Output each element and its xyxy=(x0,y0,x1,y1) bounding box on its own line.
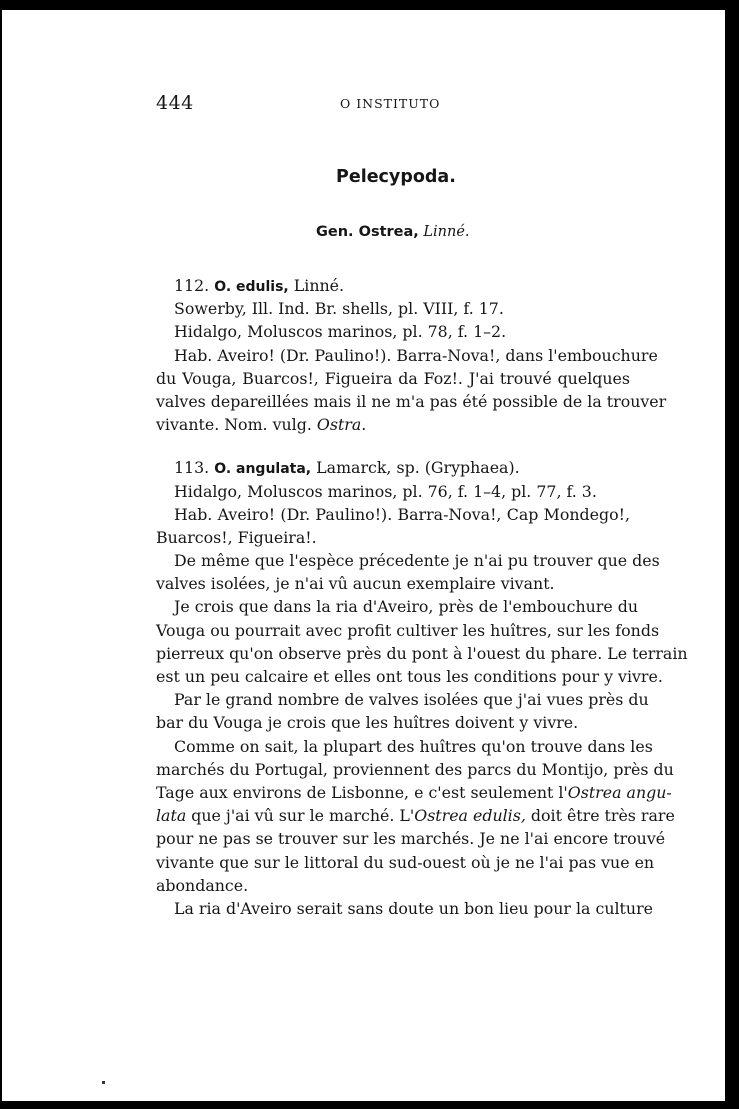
habitat-line: Hab. Aveiro! (Dr. Paulino!). Barra-Nova!, Cap Mondego!, xyxy=(174,504,630,524)
scan-border-bottom xyxy=(0,1101,739,1109)
paragraph-text: Tage aux environs de Lisbonne, e c'est seulement l' xyxy=(156,782,568,802)
reference-line: Sowerby, Ill. Ind. Br. shells, pl. VIII, f. 17. xyxy=(174,299,504,319)
paragraph-line: abondance. xyxy=(156,875,249,895)
genus-author: Linné. xyxy=(423,224,470,240)
habitat-line: valves depareillées mais il ne m'a pas été possible de la trouver xyxy=(156,391,667,411)
page-header xyxy=(156,88,630,118)
paragraph-line xyxy=(156,804,675,827)
vernacular-name: Ostra. xyxy=(316,415,367,435)
paragraph-line: bar du Vouga je crois que les huîtres doivent y vivre. xyxy=(156,713,579,733)
paragraph-line: pierreux qu'on observe près du pont à l'ouest du phare. Le terrain xyxy=(156,643,688,663)
habitat-line: Hab. Aveiro! (Dr. Paulino!). Barra-Nova!, dans l'embouchure xyxy=(174,345,658,365)
reference-line: Hidalgo, Moluscos marinos, pl. 78, f. 1–2. xyxy=(174,322,507,342)
paragraph-line: est un peu calcaire et elles ont tous les conditions pour y vivre. xyxy=(156,667,663,686)
species-entry-heading xyxy=(156,274,630,297)
page-number: 444 xyxy=(156,92,194,114)
scan-border-left xyxy=(0,0,2,1109)
species-italic: Ostrea edulis, xyxy=(414,806,526,826)
section-title: Pelecypoda. xyxy=(336,167,456,187)
species-italic: lata xyxy=(156,806,187,826)
paragraph-line: valves isolées, je n'ai vû aucun exemplaire vivant. xyxy=(156,574,555,594)
species-entry-heading xyxy=(156,456,630,479)
species-authority: Linné. xyxy=(293,276,345,295)
habitat-text: vivante. Nom. vulg. xyxy=(156,415,312,435)
paragraph-line: Vouga ou pourrait avec profit cultiver les huîtres, sur les fonds xyxy=(156,620,660,640)
scan-border-top xyxy=(0,0,739,10)
paragraph-line: Comme on sait, la plupart des huîtres qu'on trouve dans les xyxy=(174,736,653,756)
body-text xyxy=(156,274,688,920)
paragraph-line: Par le grand nombre de valves isolées que j'ai vues près du xyxy=(174,690,649,710)
reference-line: Hidalgo, Moluscos marinos, pl. 76, f. 1–4, pl. 77, f. 3. xyxy=(174,481,597,501)
habitat-line: du Vouga, Buarcos!, Figueira da Foz!. J'ai trouvé quelques xyxy=(156,368,630,388)
paragraph-line: marchés du Portugal, proviennent des parcs du Montijo, près du xyxy=(156,759,674,779)
genus-heading xyxy=(316,224,470,240)
paragraph-line: La ria d'Aveiro serait sans doute un bon lieu pour la culture xyxy=(174,898,653,918)
paragraph-line: vivante que sur le littoral du sud-ouest où je ne l'ai pas vue en xyxy=(156,852,655,872)
paragraph-line: pour ne pas se trouver sur les marchés. Je ne l'ai encore trouvé xyxy=(156,829,666,849)
running-head: O INSTITUTO xyxy=(340,96,441,111)
page-content xyxy=(156,88,688,918)
paragraph-text: doit être très rare xyxy=(525,806,675,826)
paragraph-line: De même que l'espèce précedente je n'ai pu trouver que des xyxy=(174,551,660,571)
paragraph-line xyxy=(156,781,672,804)
entry-number: 113. xyxy=(174,458,210,478)
species-authority: Lamarck, sp. (Gryphaea). xyxy=(316,458,520,478)
paragraph-text: que j'ai vû sur le marché. L' xyxy=(186,806,415,826)
habitat-line xyxy=(156,413,630,436)
species-name: O. angulata, xyxy=(214,461,312,478)
scan-speck xyxy=(102,1081,105,1084)
genus-name: Gen. Ostrea, xyxy=(316,224,419,240)
entry-number: 112. xyxy=(174,276,210,295)
species-italic: Ostrea angu- xyxy=(567,782,672,802)
species-name: O. edulis, xyxy=(214,279,289,295)
habitat-line: Buarcos!, Figueira!. xyxy=(156,527,317,547)
scan-border-right xyxy=(725,0,739,1109)
paragraph-line: Je crois que dans la ria d'Aveiro, près de l'embouchure du xyxy=(174,597,639,617)
